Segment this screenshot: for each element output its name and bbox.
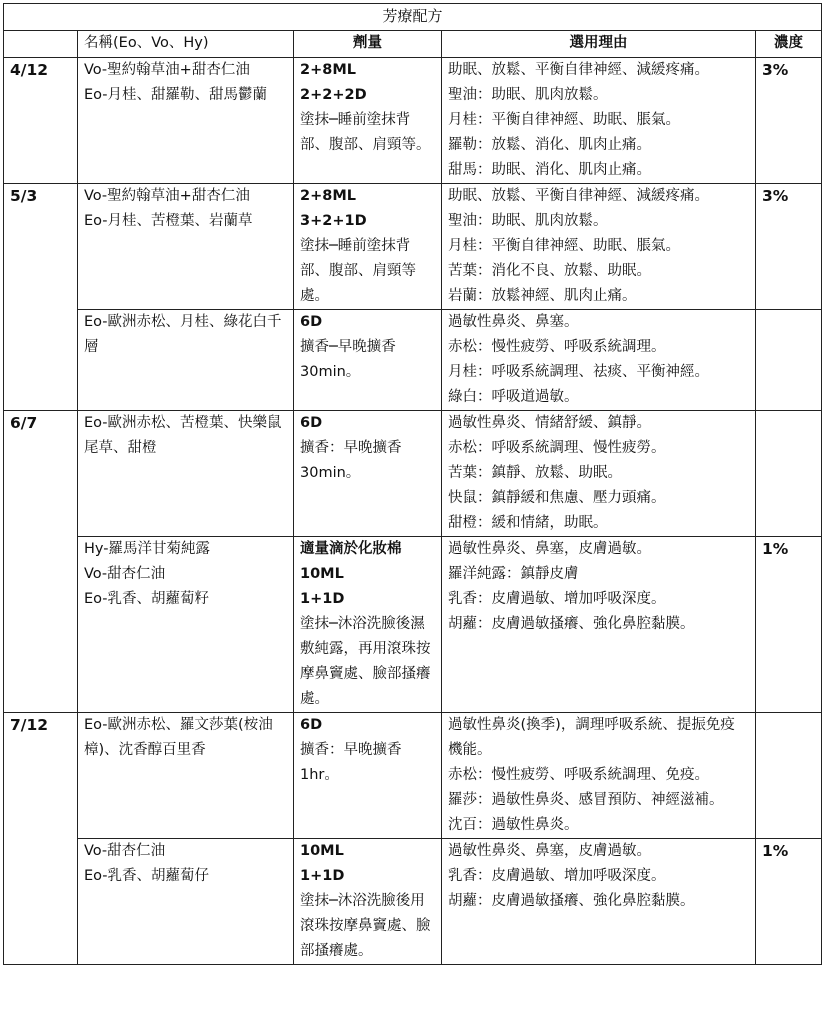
formula-name-line: Eo-月桂、苦橙葉、岩蘭草: [84, 213, 253, 229]
dose-cell: [294, 58, 442, 184]
reason-cell: [442, 537, 756, 713]
name-column-header: 名稱(Eo、Vo、Hy): [78, 31, 294, 58]
formula-name-line: Vo-甜杏仁油: [84, 566, 166, 582]
dose-method: 擴香─早晚擴香30min。: [300, 339, 396, 380]
concentration-cell: [756, 310, 822, 411]
dose-drops: 1+1D: [300, 591, 345, 607]
dose-cell: [294, 310, 442, 411]
reason-line: 羅勒：放鬆、消化、肌肉止痛。: [448, 137, 651, 153]
reason-cell: [442, 310, 756, 411]
dose-method: 塗抹─睡前塗抹背部、腹部、肩頸等。: [300, 112, 431, 153]
table-row: [4, 713, 822, 839]
reason-line: 苦葉：鎮靜、放鬆、助眠。: [448, 465, 622, 481]
formula-name-cell: [78, 184, 294, 310]
formula-name-cell: [78, 537, 294, 713]
concentration-cell: [756, 713, 822, 839]
dose-drops: 1+1D: [300, 868, 345, 884]
table-row: [4, 537, 822, 713]
date-cell: 4/12: [4, 58, 78, 184]
table-title: 芳療配方: [4, 4, 822, 31]
formula-name-line: Vo-聖約翰草油+甜杏仁油: [84, 62, 250, 78]
reason-line: 胡蘿：皮膚過敏搔癢、強化鼻腔黏膜。: [448, 616, 695, 632]
reason-line: 乳香：皮膚過敏、增加呼吸深度。: [448, 591, 666, 607]
dose-amount: 10ML: [300, 566, 344, 582]
concentration-cell: [756, 411, 822, 537]
reason-line: 苦葉：消化不良、放鬆、助眠。: [448, 263, 651, 279]
reason-cell: [442, 184, 756, 310]
aromatherapy-formula-table: [3, 3, 822, 965]
table-row: [4, 184, 822, 310]
concentration-cell: 1%: [756, 839, 822, 965]
reason-line: 岩蘭：放鬆神經、肌肉止痛。: [448, 288, 637, 304]
dose-cell: [294, 839, 442, 965]
reason-line: 綠白：呼吸道過敏。: [448, 389, 579, 405]
concentration-cell: 1%: [756, 537, 822, 713]
reason-line: 赤松：慢性疲勞、呼吸系統調理。: [448, 339, 666, 355]
concentration-column-header: 濃度: [756, 31, 822, 58]
dose-amount: 2+8ML: [300, 188, 356, 204]
dose-drops: 6D: [300, 314, 323, 330]
formula-name-line: Eo-月桂、甜羅勒、甜馬鬱蘭: [84, 87, 268, 103]
reason-line: 月桂：平衡自律神經、助眠、脹氣。: [448, 238, 680, 254]
dose-method: 擴香：早晚擴香30min。: [300, 440, 402, 481]
formula-name-line: Hy-羅馬洋甘菊純露: [84, 541, 210, 557]
reason-line: 助眠、放鬆、平衡自律神經、減緩疼痛。: [448, 62, 709, 78]
dose-column-header: 劑量: [294, 31, 442, 58]
reason-line: 過敏性鼻炎、情緒舒緩、鎮靜。: [448, 415, 651, 431]
reason-line: 羅洋純露：鎮靜皮膚: [448, 566, 579, 582]
reason-line: 沈百：過敏性鼻炎。: [448, 817, 579, 833]
formula-name-cell: Eo-歐洲赤松、苦橙葉、快樂鼠尾草、甜橙: [78, 411, 294, 537]
reason-line: 過敏性鼻炎(換季)，調理呼吸系統、提振免疫機能。: [448, 717, 735, 758]
formula-name-cell: [78, 58, 294, 184]
reason-line: 月桂：呼吸系統調理、祛痰、平衡神經。: [448, 364, 709, 380]
dose-method: 塗抹─沐浴洗臉後用滾珠按摩鼻竇處、臉部搔癢處。: [300, 893, 431, 959]
reason-cell: [442, 839, 756, 965]
concentration-cell: 3%: [756, 58, 822, 184]
reason-column-header: 選用理由: [442, 31, 756, 58]
dose-cell: [294, 537, 442, 713]
reason-line: 甜馬：助眠、消化、肌肉止痛。: [448, 162, 651, 178]
table-row: [4, 411, 822, 537]
reason-line: 赤松：呼吸系統調理、慢性疲勞。: [448, 440, 666, 456]
dose-amount: 10ML: [300, 843, 344, 859]
reason-line: 胡蘿：皮膚過敏搔癢、強化鼻腔黏膜。: [448, 893, 695, 909]
date-column-header: [4, 31, 78, 58]
dose-method: 塗抹─睡前塗抹背部、腹部、肩頸等處。: [300, 238, 416, 304]
table-row: [4, 310, 822, 411]
dose-cell: [294, 713, 442, 839]
reason-line: 甜橙：緩和情緒，助眠。: [448, 515, 608, 531]
dose-drops: 6D: [300, 717, 323, 733]
reason-line: 赤松：慢性疲勞、呼吸系統調理、免疫。: [448, 767, 709, 783]
reason-line: 過敏性鼻炎、鼻塞，皮膚過敏。: [448, 843, 651, 859]
reason-line: 月桂：平衡自律神經、助眠、脹氣。: [448, 112, 680, 128]
reason-line: 聖油：助眠、肌肉放鬆。: [448, 87, 608, 103]
dose-method: 塗抹─沐浴洗臉後濕敷純露，再用滾珠按摩鼻竇處、臉部搔癢處。: [300, 616, 431, 707]
date-cell: 7/12: [4, 713, 78, 965]
dose-cell: [294, 184, 442, 310]
reason-line: 乳香：皮膚過敏、增加呼吸深度。: [448, 868, 666, 884]
formula-name-line: Vo-甜杏仁油: [84, 843, 166, 859]
date-cell: 6/7: [4, 411, 78, 713]
reason-cell: [442, 58, 756, 184]
reason-line: 聖油：助眠、肌肉放鬆。: [448, 213, 608, 229]
concentration-cell: 3%: [756, 184, 822, 310]
formula-name-cell: Eo-歐洲赤松、月桂、綠花白千層: [78, 310, 294, 411]
reason-line: 羅莎：過敏性鼻炎、感冒預防、神經滋補。: [448, 792, 724, 808]
dose-drops: 6D: [300, 415, 323, 431]
formula-name-line: Eo-乳香、胡蘿蔔籽: [84, 591, 210, 607]
table-row: [4, 839, 822, 965]
formula-name-cell: Eo-歐洲赤松、羅文莎葉(桉油樟)、沈香醇百里香: [78, 713, 294, 839]
dose-drops: 2+2+2D: [300, 87, 367, 103]
reason-line: 助眠、放鬆、平衡自律神經、減緩疼痛。: [448, 188, 709, 204]
reason-cell: [442, 713, 756, 839]
reason-line: 過敏性鼻炎、鼻塞。: [448, 314, 579, 330]
formula-name-cell: [78, 839, 294, 965]
formula-name-line: Eo-乳香、胡蘿蔔仔: [84, 868, 210, 884]
dose-drops: 3+2+1D: [300, 213, 367, 229]
formula-name-line: Vo-聖約翰草油+甜杏仁油: [84, 188, 250, 204]
dose-amount: 2+8ML: [300, 62, 356, 78]
dose-method: 擴香：早晚擴香1hr。: [300, 742, 402, 783]
reason-line: 快鼠：鎮靜緩和焦慮、壓力頭痛。: [448, 490, 666, 506]
reason-cell: [442, 411, 756, 537]
dose-cell: [294, 411, 442, 537]
reason-line: 過敏性鼻炎、鼻塞，皮膚過敏。: [448, 541, 651, 557]
table-row: [4, 58, 822, 184]
dose-method-bold: 適量滴於化妝棉: [300, 541, 402, 557]
date-cell: 5/3: [4, 184, 78, 411]
